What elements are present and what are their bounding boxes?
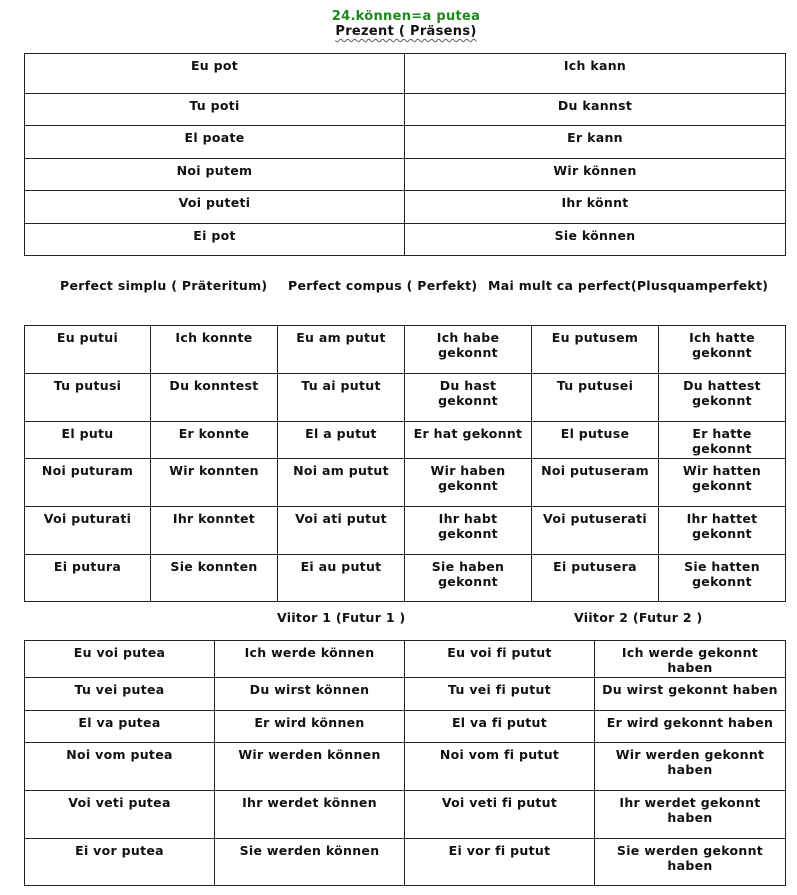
table-cell: Ihr hattet gekonnt [659,507,786,555]
table-cell: Sie hatten gekonnt [659,555,786,602]
table-cell: Voi ati putut [278,507,405,555]
table-cell: Ei pot [25,224,405,256]
table-cell: Wir haben gekonnt [405,459,532,507]
table-cell: Ich werde gekonnt haben [595,641,786,678]
table-cell: Er konnte [151,422,278,459]
table-cell: Ei vor fi putut [405,839,595,886]
table-cell: Voi puturati [25,507,151,555]
present-heading [0,24,797,39]
table-cell: Ihr habt gekonnt [405,507,532,555]
table-cell: El va fi putut [405,711,595,743]
table-cell: Du wirst können [215,678,405,711]
table-row [25,641,786,678]
table-row [25,678,786,711]
table-cell: Du hast gekonnt [405,374,532,422]
past-table [24,325,786,602]
preteritum-heading: Perfect simplu ( Präteritum) [60,278,268,293]
table-cell: Noi puturam [25,459,151,507]
table-row [25,94,786,126]
table-row [25,54,786,94]
table-cell: Tu putusei [532,374,659,422]
table-cell: Ihr werdet gekonnt haben [595,791,786,839]
table-cell: Eu voi putea [25,641,215,678]
table-cell: Er wird können [215,711,405,743]
table-cell: Ich kann [405,54,786,94]
table-row [25,839,786,886]
table-cell: Ich hatte gekonnt [659,326,786,374]
table-cell: Tu vei fi putut [405,678,595,711]
table-row [25,422,786,459]
table-cell: Noi vom putea [25,743,215,791]
table-cell: Sie werden gekonnt haben [595,839,786,886]
table-cell: El putuse [532,422,659,459]
table-cell: El putu [25,422,151,459]
table-cell: Du kannst [405,94,786,126]
table-cell: Eu putusem [532,326,659,374]
table-cell: Ei au putut [278,555,405,602]
table-cell: Sie haben gekonnt [405,555,532,602]
page-title: 24.können=a putea [331,9,481,24]
futur1-heading: Viitor 1 (Futur 1 ) [277,610,406,625]
table-cell: Ei vor putea [25,839,215,886]
table-cell: Wir können [405,159,786,191]
table-cell: Er hat gekonnt [405,422,532,459]
table-cell: Eu pot [25,54,405,94]
table-cell: Er hatte gekonnt [659,422,786,459]
table-cell: Eu putui [25,326,151,374]
table-row [25,374,786,422]
table-cell: Noi am putut [278,459,405,507]
table-cell: Ich habe gekonnt [405,326,532,374]
future-table [24,640,786,886]
table-cell: Du konntest [151,374,278,422]
table-cell: Eu am putut [278,326,405,374]
present-table [24,53,786,256]
table-cell: Sie können [405,224,786,256]
table-cell: Ihr werdet können [215,791,405,839]
table-row [25,555,786,602]
table-cell: Noi putuseram [532,459,659,507]
table-cell: Ihr konntet [151,507,278,555]
futur2-heading: Viitor 2 (Futur 2 ) [574,610,703,625]
table-cell: Wir hatten gekonnt [659,459,786,507]
perfekt-heading: Perfect compus ( Perfekt) [288,278,478,293]
table-cell: Sie werden können [215,839,405,886]
table-row [25,126,786,159]
table-cell: Eu voi fi putut [405,641,595,678]
table-cell: Ich werde können [215,641,405,678]
table-cell: El va putea [25,711,215,743]
table-cell: Du wirst gekonnt haben [595,678,786,711]
table-row [25,791,786,839]
table-cell: Er wird gekonnt haben [595,711,786,743]
table-cell: Du hattest gekonnt [659,374,786,422]
table-cell: Ei putusera [532,555,659,602]
table-cell: Voi veti putea [25,791,215,839]
table-cell: Ei putura [25,555,151,602]
table-row [25,159,786,191]
table-cell: Noi putem [25,159,405,191]
table-cell: Er kann [405,126,786,159]
table-cell: Voi veti fi putut [405,791,595,839]
plusquamperfekt-heading: Mai mult ca perfect(Plusquamperfekt) [488,278,769,293]
table-row [25,326,786,374]
table-cell: Tu putusi [25,374,151,422]
table-cell: Tu vei putea [25,678,215,711]
table-row [25,711,786,743]
table-row [25,507,786,555]
table-row [25,459,786,507]
present-heading-text: Prezent ( Präsens) [335,24,477,39]
table-cell: Tu poti [25,94,405,126]
table-cell: Wir konnten [151,459,278,507]
table-cell: Sie konnten [151,555,278,602]
table-cell: Voi putuserati [532,507,659,555]
table-cell: Wir werden gekonnt haben [595,743,786,791]
table-cell: El poate [25,126,405,159]
table-cell: Ihr könnt [405,191,786,224]
table-cell: Voi puteti [25,191,405,224]
table-cell: Tu ai putut [278,374,405,422]
table-cell: Ich konnte [151,326,278,374]
table-cell: El a putut [278,422,405,459]
table-cell: Wir werden können [215,743,405,791]
table-cell: Noi vom fi putut [405,743,595,791]
table-row [25,224,786,256]
table-row [25,191,786,224]
table-row [25,743,786,791]
